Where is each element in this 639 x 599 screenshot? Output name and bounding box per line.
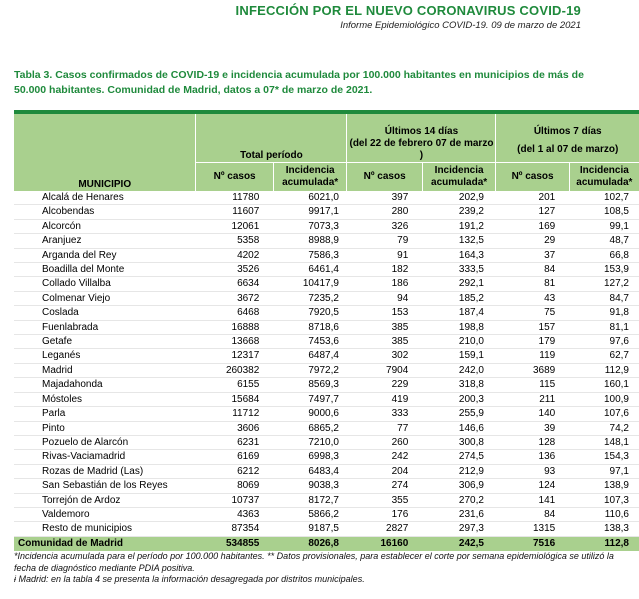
table-row (14, 522, 639, 536)
table-row (14, 219, 639, 233)
cell-7d-incidence: 107,6 (569, 407, 639, 421)
cell-7d-cases: 84 (496, 507, 569, 521)
cell-7d-cases: 119 (496, 349, 569, 363)
cell-14d-cases: 260 (347, 435, 422, 449)
cell-municipio: Majadahonda (14, 378, 196, 392)
sub-header-incidence: Incidencia acumulada* (569, 163, 639, 192)
table-row (14, 407, 639, 421)
cell-7d-cases: 81 (496, 277, 569, 291)
cell-municipio: Madrid (14, 363, 196, 377)
table-row (14, 263, 639, 277)
cell-14d-incidence: 198,8 (422, 320, 496, 334)
cell-municipio: Móstoles (14, 392, 196, 406)
cell-municipio: Pinto (14, 421, 196, 435)
cell-total-cases: 4363 (196, 507, 273, 521)
table-row (14, 277, 639, 291)
cell-14d-incidence: 300,8 (422, 435, 496, 449)
cell-14d-incidence: 318,8 (422, 378, 496, 392)
cell-14d-cases: 16160 (347, 536, 422, 551)
cell-municipio: Rivas-Vaciamadrid (14, 450, 196, 464)
cell-14d-incidence: 242,5 (422, 536, 496, 551)
cell-7d-incidence: 112,9 (569, 363, 639, 377)
cell-14d-incidence: 185,2 (422, 291, 496, 305)
cell-7d-incidence: 91,8 (569, 306, 639, 320)
cell-total-incidence: 7210,0 (273, 435, 347, 449)
table-row (14, 507, 639, 521)
cell-14d-cases: 326 (347, 219, 422, 233)
cell-municipio: Torrejón de Ardoz (14, 493, 196, 507)
footnote-madrid: ɨ Madrid: en la tabla 4 se presenta la información desagregada por distritos municipales. (14, 574, 365, 584)
cell-total-incidence: 8718,6 (273, 320, 347, 334)
cell-14d-cases: 176 (347, 507, 422, 521)
table-row (14, 464, 639, 478)
cell-total-incidence: 6021,0 (273, 191, 347, 205)
cell-total-incidence: 9038,3 (273, 479, 347, 493)
cell-7d-cases: 3689 (496, 363, 569, 377)
table-row (14, 479, 639, 493)
cell-7d-incidence: 97,1 (569, 464, 639, 478)
cell-14d-cases: 280 (347, 205, 422, 219)
cell-total-incidence: 7920,5 (273, 306, 347, 320)
cell-total-incidence: 5866,2 (273, 507, 347, 521)
cell-total-cases: 12317 (196, 349, 273, 363)
cell-7d-incidence: 112,8 (569, 536, 639, 551)
cell-7d-cases: 179 (496, 335, 569, 349)
cell-7d-cases: 127 (496, 205, 569, 219)
cell-7d-incidence: 138,3 (569, 522, 639, 536)
cell-7d-incidence: 102,7 (569, 191, 639, 205)
cell-total-cases: 6155 (196, 378, 273, 392)
cell-14d-cases: 333 (347, 407, 422, 421)
cell-total-cases: 6212 (196, 464, 273, 478)
cell-14d-cases: 7904 (347, 363, 422, 377)
cell-total-incidence: 6483,4 (273, 464, 347, 478)
cell-total-cases: 3672 (196, 291, 273, 305)
cell-7d-incidence: 110,6 (569, 507, 639, 521)
cell-municipio: Coslada (14, 306, 196, 320)
group-range-14-days: (del 22 de febrero 07 de marzo ) (347, 138, 496, 163)
table-row (14, 435, 639, 449)
cell-14d-incidence: 242,0 (422, 363, 496, 377)
cell-14d-incidence: 164,3 (422, 248, 496, 262)
group-range-7-days: (del 1 al 07 de marzo) (496, 138, 639, 163)
cell-total-cases: 16888 (196, 320, 273, 334)
cell-7d-cases: 211 (496, 392, 569, 406)
cell-total-incidence: 8026,8 (273, 536, 347, 551)
cell-7d-cases: 201 (496, 191, 569, 205)
cell-14d-incidence: 297,3 (422, 522, 496, 536)
cell-14d-cases: 204 (347, 464, 422, 478)
footnote-incidence: *Incidencia acumulada para el período por 100.000 habitantes. ** Datos provisionales, para establecer el corte por semana epidemiológica se utilizó la fecha de diagnóstico mediante PDIA positiva. (14, 551, 614, 573)
cell-total-cases: 6468 (196, 306, 273, 320)
cell-7d-incidence: 81,1 (569, 320, 639, 334)
cell-total-incidence: 8988,9 (273, 234, 347, 248)
table-row (14, 205, 639, 219)
cell-14d-incidence: 187,4 (422, 306, 496, 320)
cell-7d-incidence: 66,8 (569, 248, 639, 262)
cell-7d-cases: 140 (496, 407, 569, 421)
cell-total-incidence: 7235,2 (273, 291, 347, 305)
cell-municipio: Leganés (14, 349, 196, 363)
table-row (14, 392, 639, 406)
cell-14d-cases: 186 (347, 277, 422, 291)
cell-total-incidence: 6487,4 (273, 349, 347, 363)
cell-total-incidence: 9000,6 (273, 407, 347, 421)
cell-7d-cases: 169 (496, 219, 569, 233)
cell-14d-cases: 355 (347, 493, 422, 507)
cell-7d-cases: 136 (496, 450, 569, 464)
cell-14d-incidence: 292,1 (422, 277, 496, 291)
cell-municipio: Resto de municipios (14, 522, 196, 536)
cell-7d-cases: 115 (496, 378, 569, 392)
cell-total-cases: 11607 (196, 205, 273, 219)
cell-total-incidence: 8569,3 (273, 378, 347, 392)
cell-14d-incidence: 210,0 (422, 335, 496, 349)
cell-14d-incidence: 239,2 (422, 205, 496, 219)
group-header-14-days: Últimos 14 días (347, 114, 496, 138)
cell-7d-cases: 124 (496, 479, 569, 493)
cell-total-cases: 534855 (196, 536, 273, 551)
cell-14d-incidence: 159,1 (422, 349, 496, 363)
sub-header-cases: Nº casos (347, 163, 422, 192)
cell-14d-incidence: 306,9 (422, 479, 496, 493)
cell-14d-cases: 242 (347, 450, 422, 464)
cell-total-cases: 11712 (196, 407, 273, 421)
cell-7d-cases: 29 (496, 234, 569, 248)
cell-total-cases: 13668 (196, 335, 273, 349)
cell-7d-cases: 84 (496, 263, 569, 277)
cell-total-incidence: 7453,6 (273, 335, 347, 349)
cell-14d-incidence: 132,5 (422, 234, 496, 248)
report-subtitle: Informe Epidemiológico COVID-19. 09 de marzo de 2021 (340, 20, 581, 31)
cell-total-incidence: 7497,7 (273, 392, 347, 406)
cell-7d-incidence: 127,2 (569, 277, 639, 291)
table-row (14, 335, 639, 349)
cell-14d-cases: 229 (347, 378, 422, 392)
cell-7d-incidence: 153,9 (569, 263, 639, 277)
cell-total-cases: 87354 (196, 522, 273, 536)
table-row (14, 234, 639, 248)
cell-14d-incidence: 274,5 (422, 450, 496, 464)
table-row (14, 306, 639, 320)
sub-header-cases: Nº casos (196, 163, 273, 192)
cell-total-cases: 10737 (196, 493, 273, 507)
table-row (14, 320, 639, 334)
cell-total-cases: 11780 (196, 191, 273, 205)
cell-total-cases: 260382 (196, 363, 273, 377)
cell-14d-incidence: 333,5 (422, 263, 496, 277)
cell-7d-incidence: 154,3 (569, 450, 639, 464)
cell-14d-cases: 302 (347, 349, 422, 363)
cell-7d-incidence: 138,9 (569, 479, 639, 493)
cell-7d-cases: 37 (496, 248, 569, 262)
table-row (14, 248, 639, 262)
cell-14d-cases: 91 (347, 248, 422, 262)
table-row (14, 378, 639, 392)
cell-total-cases: 8069 (196, 479, 273, 493)
cell-total-cases: 12061 (196, 219, 273, 233)
covid-municipios-table (14, 110, 639, 551)
cell-municipio: Arganda del Rey (14, 248, 196, 262)
cell-municipio: Alcalá de Henares (14, 191, 196, 205)
cell-14d-incidence: 202,9 (422, 191, 496, 205)
cell-7d-incidence: 74,2 (569, 421, 639, 435)
cell-total-incidence: 10417,9 (273, 277, 347, 291)
cell-total-incidence: 8172,7 (273, 493, 347, 507)
cell-7d-incidence: 97,6 (569, 335, 639, 349)
cell-7d-cases: 39 (496, 421, 569, 435)
cell-14d-incidence: 212,9 (422, 464, 496, 478)
table-row (14, 291, 639, 305)
cell-municipio: Colmenar Viejo (14, 291, 196, 305)
cell-14d-cases: 77 (347, 421, 422, 435)
table-row (14, 191, 639, 205)
cell-14d-incidence: 200,3 (422, 392, 496, 406)
table-row (14, 421, 639, 435)
cell-7d-cases: 75 (496, 306, 569, 320)
cell-total-incidence: 6865,2 (273, 421, 347, 435)
footnotes (14, 551, 629, 586)
cell-total-incidence: 6461,4 (273, 263, 347, 277)
cell-total-cases: 6231 (196, 435, 273, 449)
cell-total-cases: 3606 (196, 421, 273, 435)
cell-municipio: Parla (14, 407, 196, 421)
table-caption: Tabla 3. Casos confirmados de COVID-19 e incidencia acumulada por 100.000 habitantes en municipios de más de 50.000 habitantes. Comunidad de Madrid, datos a 07* de marzo de 2021. (14, 69, 584, 96)
table-row (14, 450, 639, 464)
cell-municipio: Alcorcón (14, 219, 196, 233)
cell-14d-cases: 397 (347, 191, 422, 205)
cell-7d-incidence: 160,1 (569, 378, 639, 392)
sub-header-incidence: Incidencia acumulada* (273, 163, 347, 192)
cell-7d-incidence: 99,1 (569, 219, 639, 233)
cell-14d-cases: 419 (347, 392, 422, 406)
cell-14d-cases: 182 (347, 263, 422, 277)
cell-7d-cases: 157 (496, 320, 569, 334)
cell-14d-incidence: 270,2 (422, 493, 496, 507)
cell-14d-incidence: 191,2 (422, 219, 496, 233)
cell-14d-cases: 385 (347, 320, 422, 334)
cell-total-cases: 4202 (196, 248, 273, 262)
table-row (14, 493, 639, 507)
cell-total-incidence: 9917,1 (273, 205, 347, 219)
sub-header-cases: Nº casos (496, 163, 569, 192)
cell-14d-incidence: 146,6 (422, 421, 496, 435)
group-header-total: Total período (196, 114, 347, 163)
cell-7d-cases: 93 (496, 464, 569, 478)
cell-14d-incidence: 255,9 (422, 407, 496, 421)
group-header-7-days: Últimos 7 días (496, 114, 639, 138)
cell-7d-cases: 141 (496, 493, 569, 507)
cell-municipio: Getafe (14, 335, 196, 349)
cell-14d-cases: 385 (347, 335, 422, 349)
cell-municipio: San Sebastián de los Reyes (14, 479, 196, 493)
cell-municipio: Pozuelo de Alarcón (14, 435, 196, 449)
cell-7d-incidence: 108,5 (569, 205, 639, 219)
cell-municipio-total: Comunidad de Madrid (14, 536, 196, 551)
cell-municipio: Alcobendas (14, 205, 196, 219)
cell-7d-incidence: 107,3 (569, 493, 639, 507)
cell-municipio: Boadilla del Monte (14, 263, 196, 277)
cell-total-cases: 5358 (196, 234, 273, 248)
cell-7d-cases: 7516 (496, 536, 569, 551)
cell-total-incidence: 6998,3 (273, 450, 347, 464)
cell-total-cases: 15684 (196, 392, 273, 406)
cell-municipio: Collado Villalba (14, 277, 196, 291)
cell-total-cases: 3526 (196, 263, 273, 277)
cell-total-incidence: 7073,3 (273, 219, 347, 233)
cell-7d-cases: 128 (496, 435, 569, 449)
cell-7d-cases: 1315 (496, 522, 569, 536)
col-header-municipio: MUNICIPIO (14, 114, 196, 191)
cell-7d-incidence: 84,7 (569, 291, 639, 305)
table-row (14, 363, 639, 377)
cell-total-incidence: 7586,3 (273, 248, 347, 262)
cell-total-incidence: 7972,2 (273, 363, 347, 377)
cell-7d-incidence: 48,7 (569, 234, 639, 248)
cell-7d-incidence: 100,9 (569, 392, 639, 406)
cell-14d-cases: 79 (347, 234, 422, 248)
cell-municipio: Rozas de Madrid (Las) (14, 464, 196, 478)
cell-14d-cases: 153 (347, 306, 422, 320)
cell-municipio: Valdemoro (14, 507, 196, 521)
cell-7d-incidence: 148,1 (569, 435, 639, 449)
cell-total-cases: 6169 (196, 450, 273, 464)
cell-municipio: Fuenlabrada (14, 320, 196, 334)
cell-14d-incidence: 231,6 (422, 507, 496, 521)
cell-14d-cases: 2827 (347, 522, 422, 536)
cell-municipio: Aranjuez (14, 234, 196, 248)
cell-14d-cases: 274 (347, 479, 422, 493)
sub-header-incidence: Incidencia acumulada* (422, 163, 496, 192)
cell-14d-cases: 94 (347, 291, 422, 305)
table-total-row (14, 536, 639, 551)
cell-total-cases: 6634 (196, 277, 273, 291)
report-title: INFECCIÓN POR EL NUEVO CORONAVIRUS COVID-19 (235, 3, 581, 18)
cell-total-incidence: 9187,5 (273, 522, 347, 536)
table-row (14, 349, 639, 363)
cell-7d-incidence: 62,7 (569, 349, 639, 363)
cell-7d-cases: 43 (496, 291, 569, 305)
